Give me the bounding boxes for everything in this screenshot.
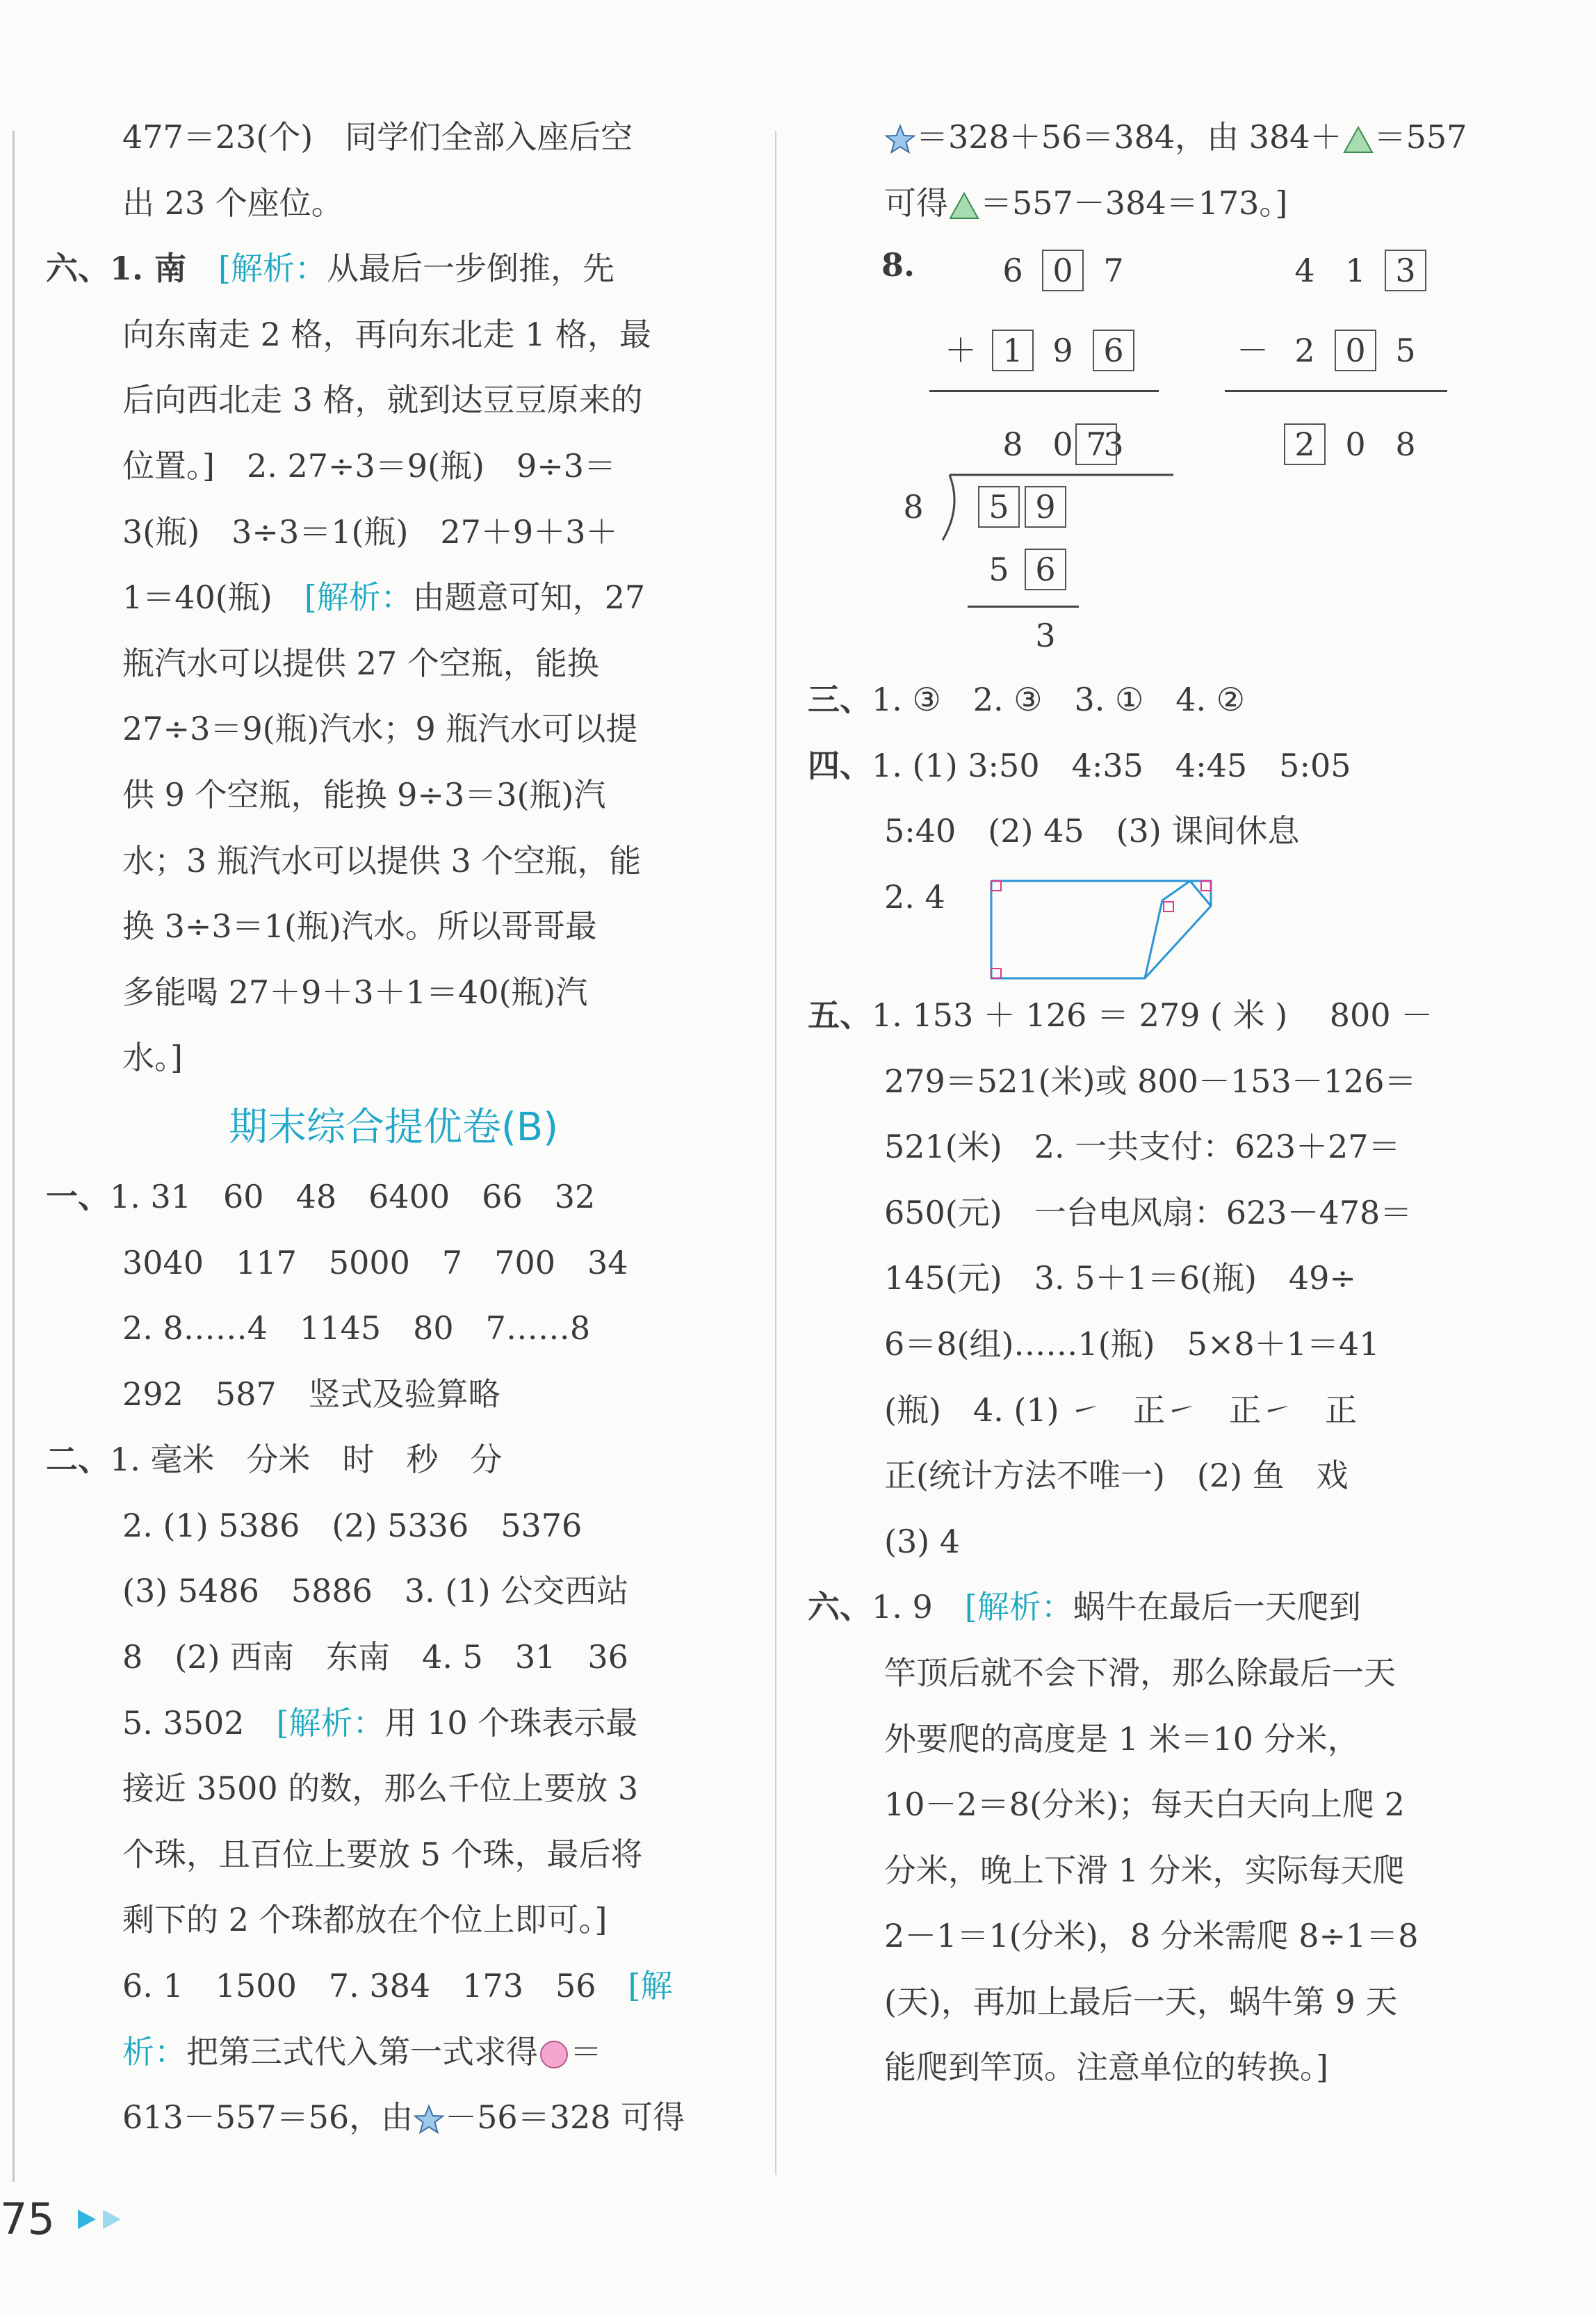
right-column [808,104,1517,2100]
section-mark: 六、 [46,250,110,288]
shape-answer [808,864,1517,982]
text-line: 2－1＝1(分米)，8 分米需爬 8÷1＝8 [884,1917,1419,1955]
long-division [808,426,1517,667]
analysis-tag: [解析： [276,1703,385,1742]
answer-box: 6 [1025,549,1066,590]
answer-line [808,667,1517,733]
answer-line [808,982,1517,1048]
triangle-icon [1342,124,1374,156]
text-line: 后向西北走 3 格，就到达豆豆原来的 [122,381,643,419]
text-run: 1. 南 [110,250,219,288]
triangle-icon [948,190,980,222]
text-run: 可得 [884,184,948,222]
addend-digit: 9 [1052,332,1073,370]
text-line: 剩下的 2 个珠都放在个位上即可。] [122,1901,608,1939]
difference-line [1225,390,1447,392]
answer-line [46,1953,741,2019]
text-line: 650(元) 一台电风扇：623－478＝ [884,1193,1412,1231]
section-mark: 二、 [46,1441,110,1479]
analysis-tag: 析： [122,2032,186,2071]
text-line: 位置。] 2. 27÷3＝9(瓶) 9÷3＝ [122,446,617,485]
answer-line [808,170,1517,236]
text-line: (天)，再加上最后一天，蜗牛第 9 天 [884,1982,1398,2021]
section-mark: 三、 [808,681,872,719]
analysis-tag: [解析： [964,1588,1073,1626]
cut-rectangle-figure [988,878,1218,982]
text-line: 145(元) 3. 5＋1＝6(瓶) 49÷ [884,1259,1356,1297]
text-line: (3) 4 [884,1522,961,1560]
text-run: 由题意可知，27 [412,578,646,617]
text-run: 1. ③ 2. ③ 3. ① 4. ② [872,681,1245,719]
text-run: 6. 1 1500 7. 384 173 56 [122,1967,628,2005]
answer-line [46,236,741,302]
text-run: 1. 9 [872,1588,965,1626]
answer-line [808,104,1517,170]
arrow-icon [75,2205,131,2233]
text-line: 5:40 (2) 45 (3) 课间休息 [884,812,1300,850]
text-line: 2. 8……4 1145 80 7……8 [122,1309,591,1347]
text-run: ＝557 [1374,118,1467,156]
answer-line [808,733,1517,799]
answer-box: 9 [1025,486,1066,528]
product-digit: 5 [988,551,1009,589]
answer-box: 0 [1042,250,1084,291]
answer-line [46,2084,741,2151]
text-run: 1＝40(瓶) [122,578,304,617]
question-label: 8. [881,246,915,284]
text-line: 521(米) 2. 一共支付：623＋27＝ [884,1128,1401,1166]
answer-box: 5 [978,486,1020,528]
text-line: 292 587 竖式及验算略 [122,1375,500,1413]
text-line: 2. 4 [884,877,945,916]
text-line: 竿顶后就不会下滑，那么除最后一天 [884,1653,1396,1692]
subtrahend-digit: 2 [1294,332,1315,370]
answer-line [46,1164,741,1230]
text-run: 蜗牛在最后一天爬到 [1073,1588,1361,1626]
answer-line [46,565,741,631]
text-line: 3040 117 5000 7 700 34 [122,1243,628,1281]
addend-digit: 7 [1103,252,1124,290]
text-line: 8 (2) 西南 东南 4. 5 31 36 [122,1638,628,1676]
text-run: 用 10 个珠表示最 [384,1703,638,1742]
text-line: 279＝521(米)或 800－153－126＝ [884,1062,1417,1100]
text-line: 477＝23(个) 同学们全部入座后空 [122,118,633,156]
text-run: ＝557－384＝173。] [980,184,1288,222]
text-line: (瓶) 4. (1) ㇀ 正㇀ 正㇀ 正 [884,1391,1358,1429]
text-line: 多能喝 27＋9＋3＋1＝40(瓶)汽 [122,973,588,1011]
answer-line [46,2019,741,2085]
analysis-tag: [解析： [304,578,413,617]
sum-line [929,390,1159,392]
difference-digit: 8 [1395,426,1416,464]
text-run: 1. 153 ＋ 126 ＝ 279 ( 米 ) 800 － [872,996,1433,1034]
minus-sign: － [1237,332,1269,370]
answer-box: 6 [1093,330,1134,371]
text-line: 换 3÷3＝1(瓶)汽水。所以哥哥最 [122,907,597,946]
text-line: 分米，晚上下滑 1 分米，实际每天爬 [884,1851,1405,1889]
page-edge-line [13,131,15,2182]
answer-box: 2 [1284,423,1326,465]
plus-sign: ＋ [945,332,977,370]
text-line: 瓶汽水可以提供 27 个空瓶，能换 [122,644,599,682]
answer-box: 7 [1075,423,1117,465]
answer-line [46,1427,741,1493]
analysis-tag: [解 [628,1967,673,2005]
left-column [46,104,741,2151]
text-run: ＝328＋56＝384，由 384＋ [916,118,1342,156]
section-title: 期末综合提优卷(B) [228,1104,559,1150]
text-run: 从最后一步倒推，先 [327,250,614,288]
section-mark: 六、 [808,1588,872,1626]
circle-icon [538,2039,570,2071]
text-line: 接近 3500 的数，那么千位上要放 3 [122,1770,639,1808]
text-line: 外要爬的高度是 1 米＝10 分米， [884,1719,1360,1758]
section-mark: 一、 [46,1177,110,1215]
minuend-digit: 1 [1345,252,1366,290]
remainder-line [968,606,1079,608]
text-run: 把第三式代入第一式求得 [186,2032,538,2071]
sum-digit: 3 [1103,426,1124,464]
text-run: ＝ [570,2032,602,2071]
column-divider [775,131,776,2175]
star-icon [413,2104,445,2136]
text-line: 水；3 瓶汽水可以提供 3 个空瓶，能 [122,841,642,880]
sum-digit: 0 [1052,426,1073,464]
sum-digit: 8 [1002,426,1023,464]
text-line: 向东南走 2 格，再向东北走 1 格，最 [122,315,652,353]
divisor: 8 [903,488,924,526]
text-line: (3) 5486 5886 3. (1) 公交西站 [122,1572,629,1610]
text-line: 供 9 个空瓶，能换 9÷3＝3(瓶)汽 [122,775,606,813]
page-number: 75 [0,2194,55,2244]
text-line: 个珠，且百位上要放 5 个珠，最后将 [122,1835,643,1873]
text-run: 613－557＝56，由 [122,2098,414,2137]
answer-box: 0 [1335,330,1376,371]
section-mark: 四、 [808,746,872,784]
answer-box: 3 [1385,250,1426,291]
minuend-digit: 4 [1294,252,1315,290]
text-line: 10－2＝8(分米)；每天白天向上爬 2 [884,1785,1405,1824]
answer-box: 1 [992,330,1034,371]
answer-line [46,1690,741,1756]
text-line: 6＝8(组)……1(瓶) 5×8＋1＝41 [884,1325,1380,1363]
star-icon [884,124,916,156]
text-run: －56＝328 可得 [445,2098,685,2137]
text-run: 5. 3502 [122,1703,277,1742]
text-line: 能爬到竿顶。注意单位的转换。] [884,2048,1328,2087]
text-line: 27÷3＝9(瓶)汽水；9 瓶汽水可以提 [122,710,638,748]
addend-digit: 6 [1002,252,1023,290]
text-line: 3(瓶) 3÷3＝1(瓶) 27＋9＋3＋ [122,512,618,551]
text-line: 出 23 个座位。 [122,184,343,222]
analysis-tag: [解析： [218,250,327,288]
text-line: 正(统计方法不唯一) (2) 鱼 戏 [884,1457,1349,1495]
answer-line [808,1574,1517,1640]
text-line: 水。] [122,1039,183,1077]
subtrahend-digit: 5 [1395,332,1416,370]
section-mark: 五、 [808,996,872,1034]
text-line: 2. (1) 5386 (2) 5336 5376 [122,1506,583,1544]
text-run: 1. (1) 3:50 4:35 4:45 5:05 [872,746,1351,784]
difference-digit: 0 [1345,426,1366,464]
remainder: 3 [1035,617,1056,655]
text-run: 1. 31 60 48 6400 66 32 [110,1177,596,1215]
text-run: 1. 毫米 分米 时 秒 分 [110,1441,503,1479]
